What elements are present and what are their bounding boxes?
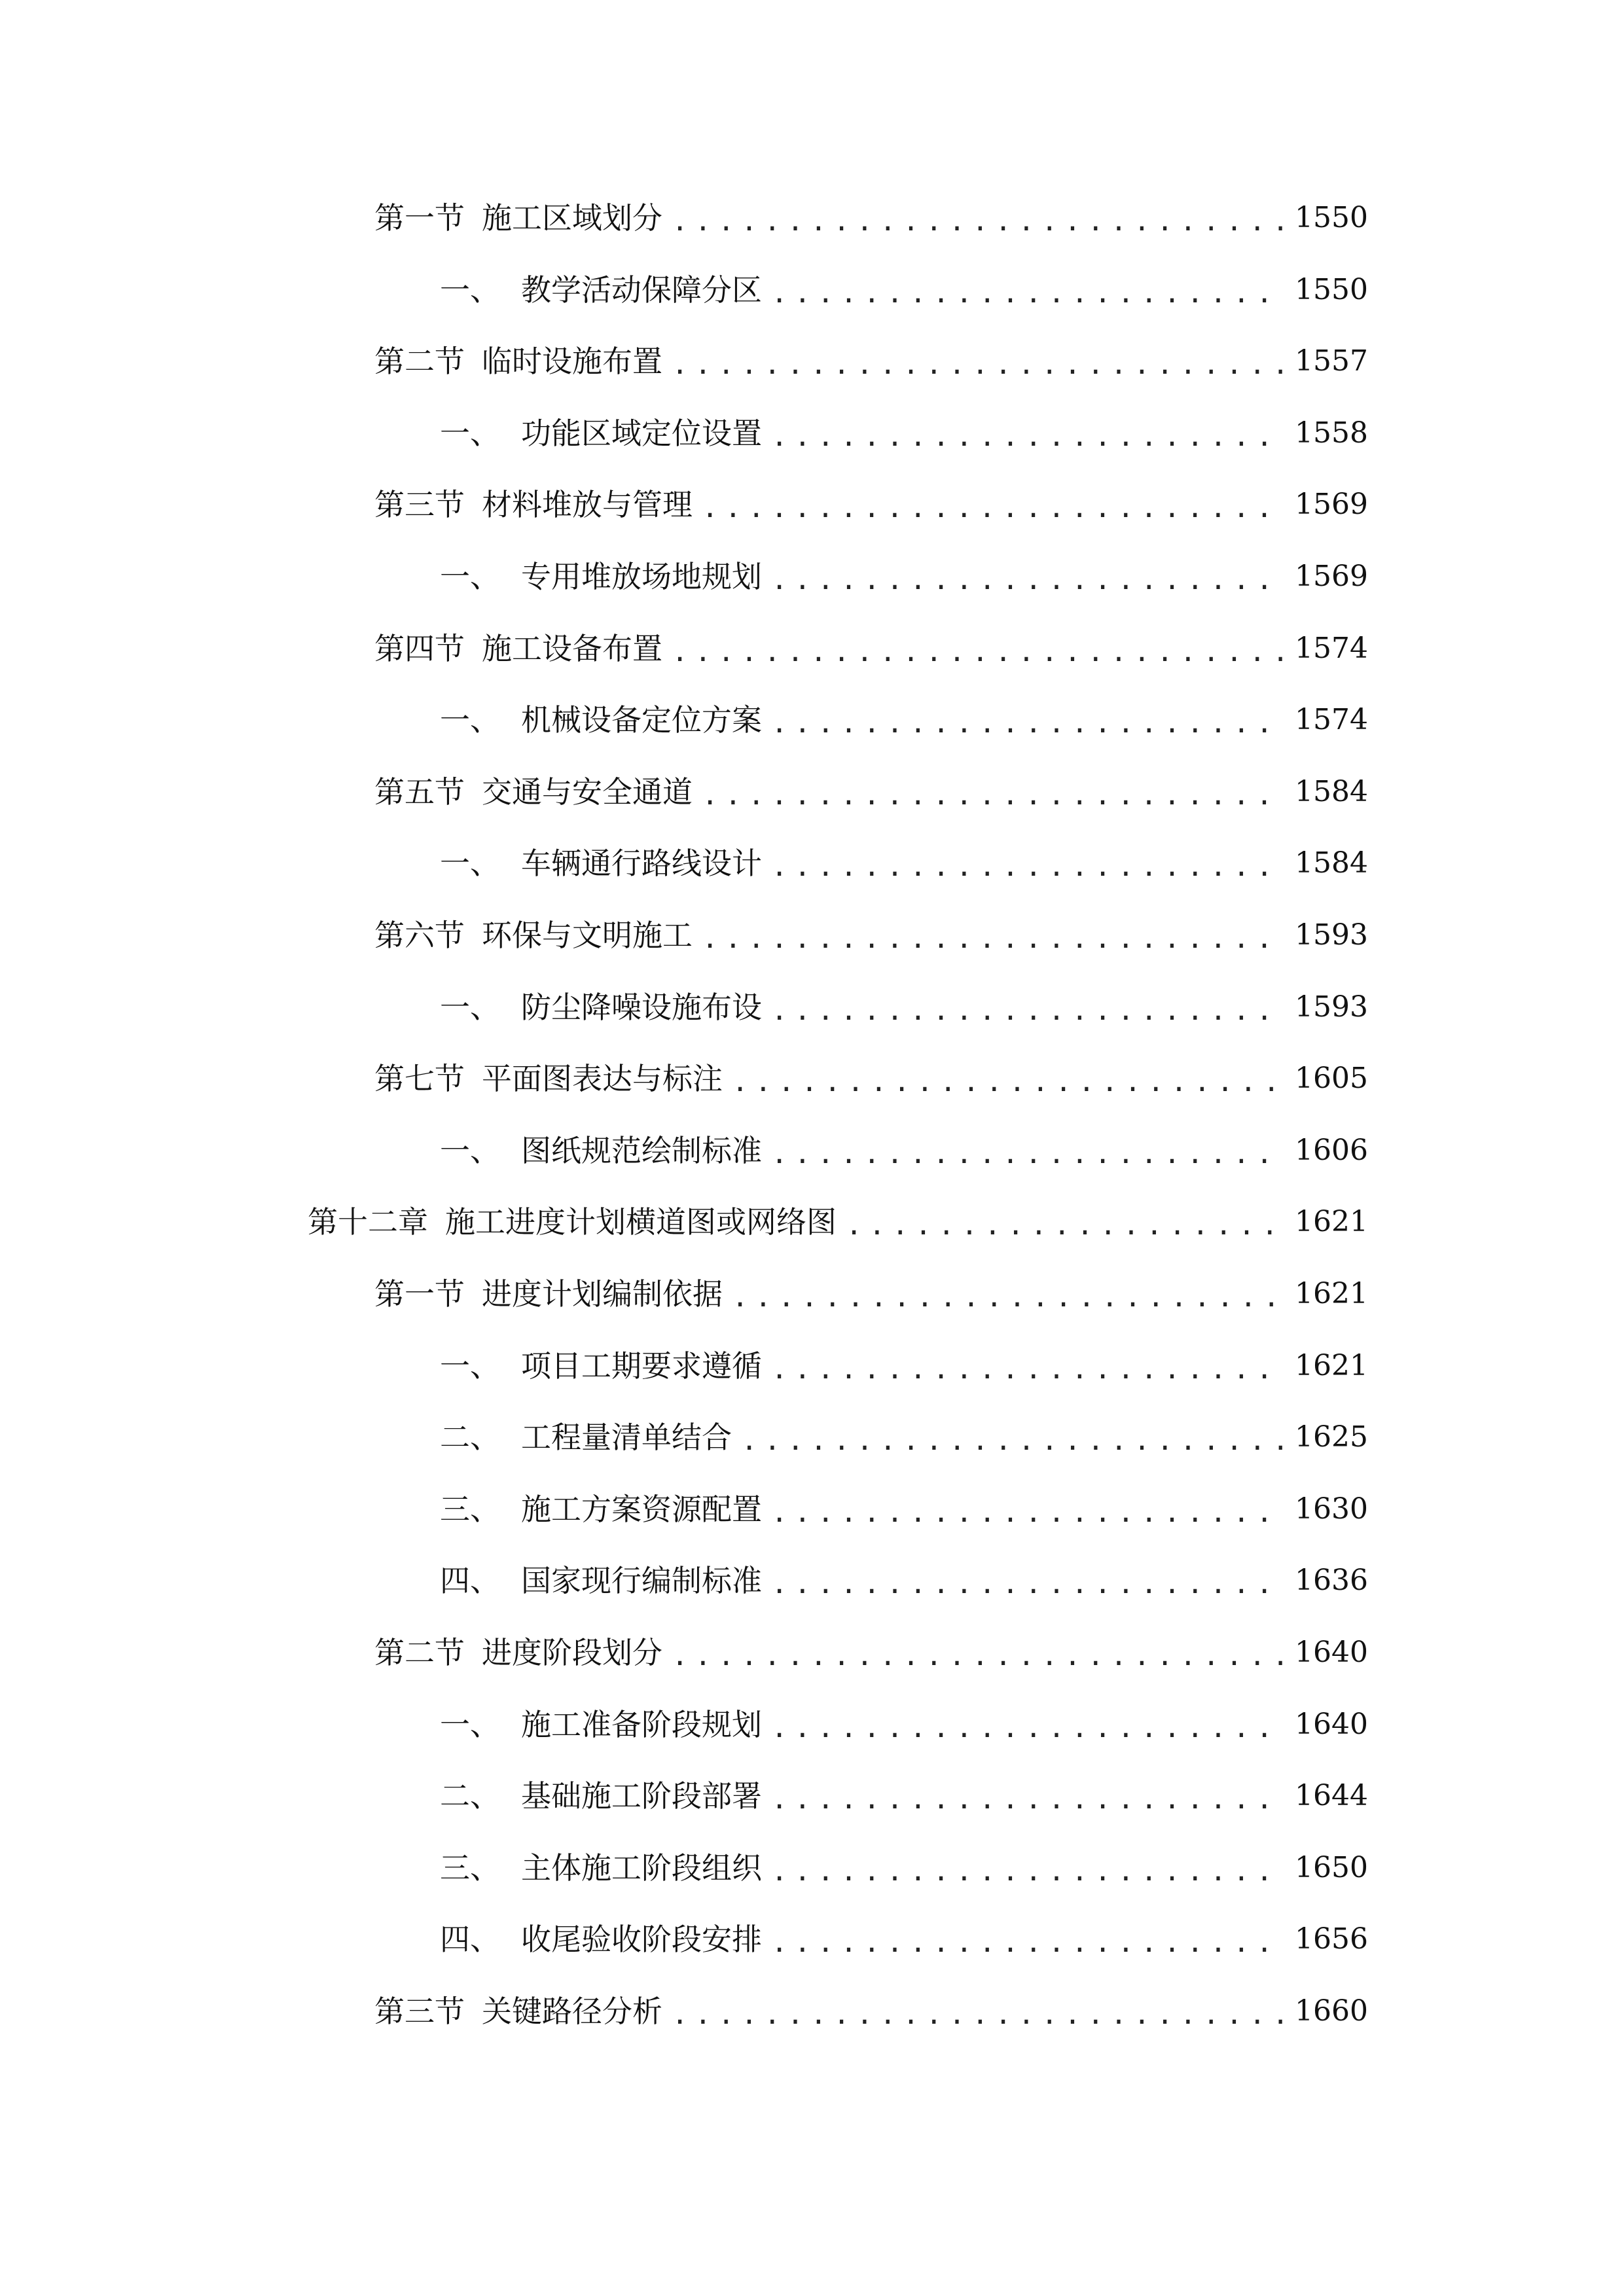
toc-title: 图纸规范绘制标准	[521, 1133, 762, 1168]
toc-dot-leader	[672, 345, 1284, 384]
toc-page-number: 1550	[1295, 273, 1368, 306]
toc-page-number: 1558	[1295, 416, 1368, 450]
toc-title: 机械设备定位方案	[521, 702, 762, 738]
toc-dot-leader	[672, 202, 1284, 241]
toc-title: 教学活动保障分区	[521, 272, 762, 308]
toc-page-number: 1550	[1295, 201, 1368, 234]
toc-title: 环保与文明施工	[482, 918, 693, 953]
toc-title: 施工设备布置	[482, 631, 662, 666]
toc-dot-leader	[771, 991, 1284, 1030]
toc-page-number: 1606	[1295, 1134, 1368, 1167]
toc-entry[interactable]	[374, 1630, 1368, 1676]
toc-page-number: 1636	[1295, 1564, 1368, 1597]
toc-dot-leader	[702, 776, 1284, 815]
toc-entry[interactable]	[374, 482, 1368, 528]
toc-label	[374, 912, 693, 958]
toc-prefix: 一、	[440, 846, 500, 881]
toc-prefix: 第六节	[374, 918, 465, 953]
toc-dot-leader	[672, 1995, 1284, 2034]
toc-entry[interactable]	[374, 195, 1368, 241]
toc-entry[interactable]	[440, 1845, 1368, 1891]
toc-label	[440, 1558, 762, 1604]
toc-page-number: 1584	[1295, 846, 1368, 880]
toc-label	[440, 1916, 762, 1962]
toc-label	[440, 1486, 762, 1532]
toc-title: 功能区域定位设置	[521, 416, 762, 451]
toc-entry[interactable]	[440, 1558, 1368, 1604]
toc-prefix: 第四节	[374, 631, 465, 666]
toc-prefix: 第七节	[374, 1061, 465, 1096]
toc-page-number: 1605	[1295, 1062, 1368, 1095]
toc-dot-leader	[771, 1852, 1284, 1891]
toc-dot-leader	[771, 1134, 1284, 1174]
toc-dot-leader	[771, 704, 1284, 743]
toc-prefix: 第三节	[374, 487, 465, 522]
toc-prefix: 四、	[440, 1563, 500, 1598]
toc-label	[440, 1128, 762, 1174]
toc-label	[440, 1702, 762, 1748]
toc-dot-leader	[741, 1421, 1284, 1460]
toc-entry[interactable]	[440, 1414, 1368, 1460]
toc-prefix: 第二节	[374, 1635, 465, 1670]
toc-page-number: 1574	[1295, 703, 1368, 736]
toc-dot-leader	[771, 1350, 1284, 1389]
toc-dot-leader	[771, 1708, 1284, 1748]
toc-entry[interactable]	[374, 338, 1368, 384]
toc-prefix: 第一节	[374, 200, 465, 236]
toc-dot-leader	[771, 847, 1284, 886]
toc-page-number: 1625	[1295, 1420, 1368, 1454]
toc-entry[interactable]	[440, 1702, 1368, 1748]
toc-label	[440, 267, 762, 313]
toc-prefix: 第三节	[374, 1994, 465, 2029]
toc-prefix: 一、	[440, 1707, 500, 1742]
toc-page-number: 1574	[1295, 632, 1368, 665]
toc-page-number: 1569	[1295, 488, 1368, 521]
toc-dot-leader	[771, 417, 1284, 456]
toc-dot-leader	[672, 632, 1284, 672]
toc-page-number: 1640	[1295, 1636, 1368, 1669]
toc-title: 专用堆放场地规划	[521, 559, 762, 594]
toc-entry[interactable]	[440, 1916, 1368, 1962]
toc-title: 临时设施布置	[482, 344, 662, 379]
toc-title: 施工进度计划横道图或网络图	[445, 1204, 837, 1240]
toc-label	[374, 482, 693, 528]
toc-entry[interactable]	[308, 1199, 1368, 1245]
toc-prefix: 第五节	[374, 774, 465, 810]
toc-prefix: 第二节	[374, 344, 465, 379]
toc-page-number: 1656	[1295, 1922, 1368, 1956]
toc-page-number: 1640	[1295, 1708, 1368, 1741]
toc-page-number: 1650	[1295, 1851, 1368, 1884]
toc-title: 进度阶段划分	[482, 1635, 662, 1670]
toc-prefix: 二、	[440, 1778, 500, 1814]
toc-entry[interactable]	[440, 1128, 1368, 1174]
toc-page-number: 1584	[1295, 775, 1368, 808]
toc-label	[440, 554, 762, 600]
toc-label	[440, 984, 762, 1030]
toc-entry[interactable]	[440, 984, 1368, 1030]
toc-prefix: 一、	[440, 702, 500, 738]
toc-title: 车辆通行路线设计	[521, 846, 762, 881]
toc-dot-leader	[732, 1062, 1284, 1102]
toc-page-number: 1660	[1295, 1994, 1368, 2028]
toc-label	[440, 697, 762, 743]
toc-dot-leader	[771, 1493, 1284, 1532]
toc-prefix: 二、	[440, 1420, 500, 1455]
toc-dot-leader	[771, 1923, 1284, 1962]
toc-title: 平面图表达与标注	[482, 1061, 723, 1096]
toc-title: 施工方案资源配置	[521, 1492, 762, 1527]
toc-page-number: 1630	[1295, 1492, 1368, 1526]
toc-dot-leader	[672, 1636, 1284, 1676]
toc-title: 收尾验收阶段安排	[521, 1922, 762, 1957]
toc-title: 材料堆放与管理	[482, 487, 693, 522]
toc-label	[308, 1199, 837, 1245]
toc-page-number: 1593	[1295, 990, 1368, 1024]
toc-page-number: 1621	[1295, 1349, 1368, 1382]
toc-label	[374, 338, 662, 384]
toc-label	[374, 626, 662, 672]
toc-title: 施工准备阶段规划	[521, 1707, 762, 1742]
toc-dot-leader	[732, 1278, 1284, 1317]
toc-prefix: 一、	[440, 1348, 500, 1384]
toc-dot-leader	[702, 919, 1284, 958]
toc-dot-leader	[771, 1564, 1284, 1604]
toc-prefix: 一、	[440, 1133, 500, 1168]
toc-prefix: 一、	[440, 559, 500, 594]
toc-dot-leader	[771, 1780, 1284, 1819]
toc-label	[440, 410, 762, 456]
toc-title: 项目工期要求遵循	[521, 1348, 762, 1384]
toc-label	[440, 1773, 762, 1819]
toc-dot-leader	[846, 1206, 1284, 1245]
toc-prefix: 一、	[440, 416, 500, 451]
toc-title: 关键路径分析	[482, 1994, 662, 2029]
toc-prefix: 一、	[440, 272, 500, 308]
toc-prefix: 第一节	[374, 1276, 465, 1312]
toc-entry[interactable]	[374, 1056, 1368, 1102]
toc-title: 防尘降噪设施布设	[521, 990, 762, 1025]
toc-dot-leader	[771, 274, 1284, 313]
toc-entry[interactable]	[374, 912, 1368, 958]
toc-title: 基础施工阶段部署	[521, 1778, 762, 1814]
toc-prefix: 三、	[440, 1850, 500, 1886]
toc-label	[374, 769, 693, 815]
toc-entry[interactable]	[440, 554, 1368, 600]
toc-title: 主体施工阶段组织	[521, 1850, 762, 1886]
toc-label	[374, 195, 662, 241]
toc-page-number: 1621	[1295, 1277, 1368, 1310]
toc-entry[interactable]	[440, 267, 1368, 313]
toc-dot-leader	[702, 488, 1284, 528]
toc-label	[440, 1845, 762, 1891]
toc-title: 施工区域划分	[482, 200, 662, 236]
toc-page-number: 1569	[1295, 560, 1368, 593]
toc-entry[interactable]	[374, 1271, 1368, 1317]
toc-page-number: 1593	[1295, 918, 1368, 952]
toc-page-number: 1644	[1295, 1779, 1368, 1812]
toc-entry[interactable]	[440, 840, 1368, 886]
toc-title: 国家现行编制标准	[521, 1563, 762, 1598]
toc-entry[interactable]	[374, 1988, 1368, 2034]
toc-entry[interactable]	[440, 1773, 1368, 1819]
toc-label	[374, 1271, 723, 1317]
toc-entry[interactable]	[374, 769, 1368, 815]
toc-entry[interactable]	[440, 410, 1368, 456]
toc-prefix: 三、	[440, 1492, 500, 1527]
toc-page-number: 1557	[1295, 344, 1368, 378]
toc-label	[440, 1414, 732, 1460]
toc-entry[interactable]	[374, 626, 1368, 672]
toc-dot-leader	[771, 560, 1284, 600]
toc-prefix: 四、	[440, 1922, 500, 1957]
toc-label	[374, 1056, 723, 1102]
toc-page-number: 1621	[1295, 1205, 1368, 1238]
toc-title: 交通与安全通道	[482, 774, 693, 810]
toc-entry[interactable]	[440, 1343, 1368, 1389]
toc-title: 工程量清单结合	[521, 1420, 732, 1455]
toc-label	[440, 1343, 762, 1389]
toc-title: 进度计划编制依据	[482, 1276, 723, 1312]
toc-entry[interactable]	[440, 1486, 1368, 1532]
toc-prefix: 第十二章	[308, 1204, 428, 1240]
toc-entry[interactable]	[440, 697, 1368, 743]
toc-label	[440, 840, 762, 886]
toc-label	[374, 1630, 662, 1676]
toc-label	[374, 1988, 662, 2034]
toc-prefix: 一、	[440, 990, 500, 1025]
